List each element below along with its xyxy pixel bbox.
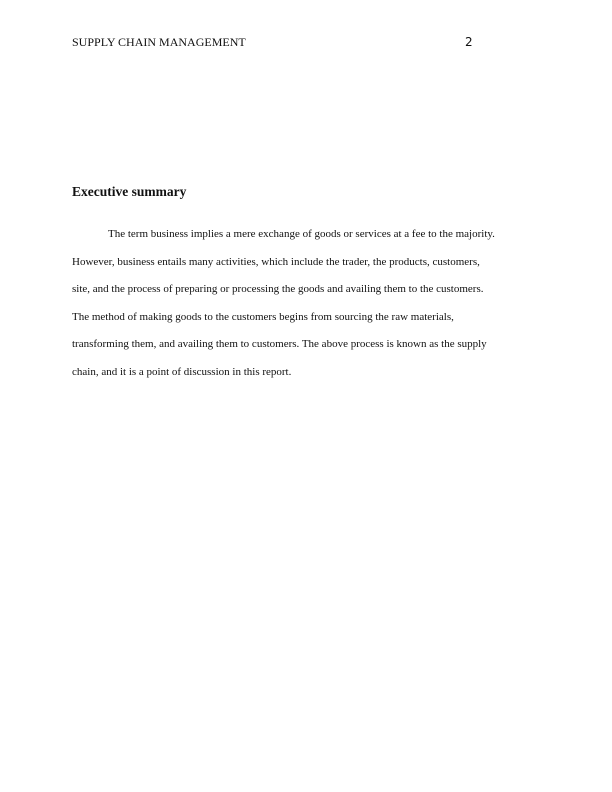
summary-paragraph — [72, 224, 542, 390]
paragraph-line: transforming them, and availing them to customers. The above process is known as the supply — [72, 338, 487, 351]
paragraph-line: However, business entails many activities, which include the trader, the products, customers, — [72, 255, 480, 268]
paragraph-line: site, and the process of preparing or processing the goods and availing them to the customers. — [72, 283, 484, 296]
running-head: SUPPLY CHAIN MANAGEMENT — [72, 35, 246, 49]
page-number: 2 — [465, 35, 473, 49]
section-title: Executive summary — [72, 184, 187, 199]
paragraph-line: The term business implies a mere exchange of goods or services at a fee to the majority. — [108, 228, 495, 240]
paragraph-line: The method of making goods to the customers begins from sourcing the raw materials, — [72, 310, 454, 323]
paragraph-line: chain, and it is a point of discussion in this report. — [72, 365, 292, 378]
